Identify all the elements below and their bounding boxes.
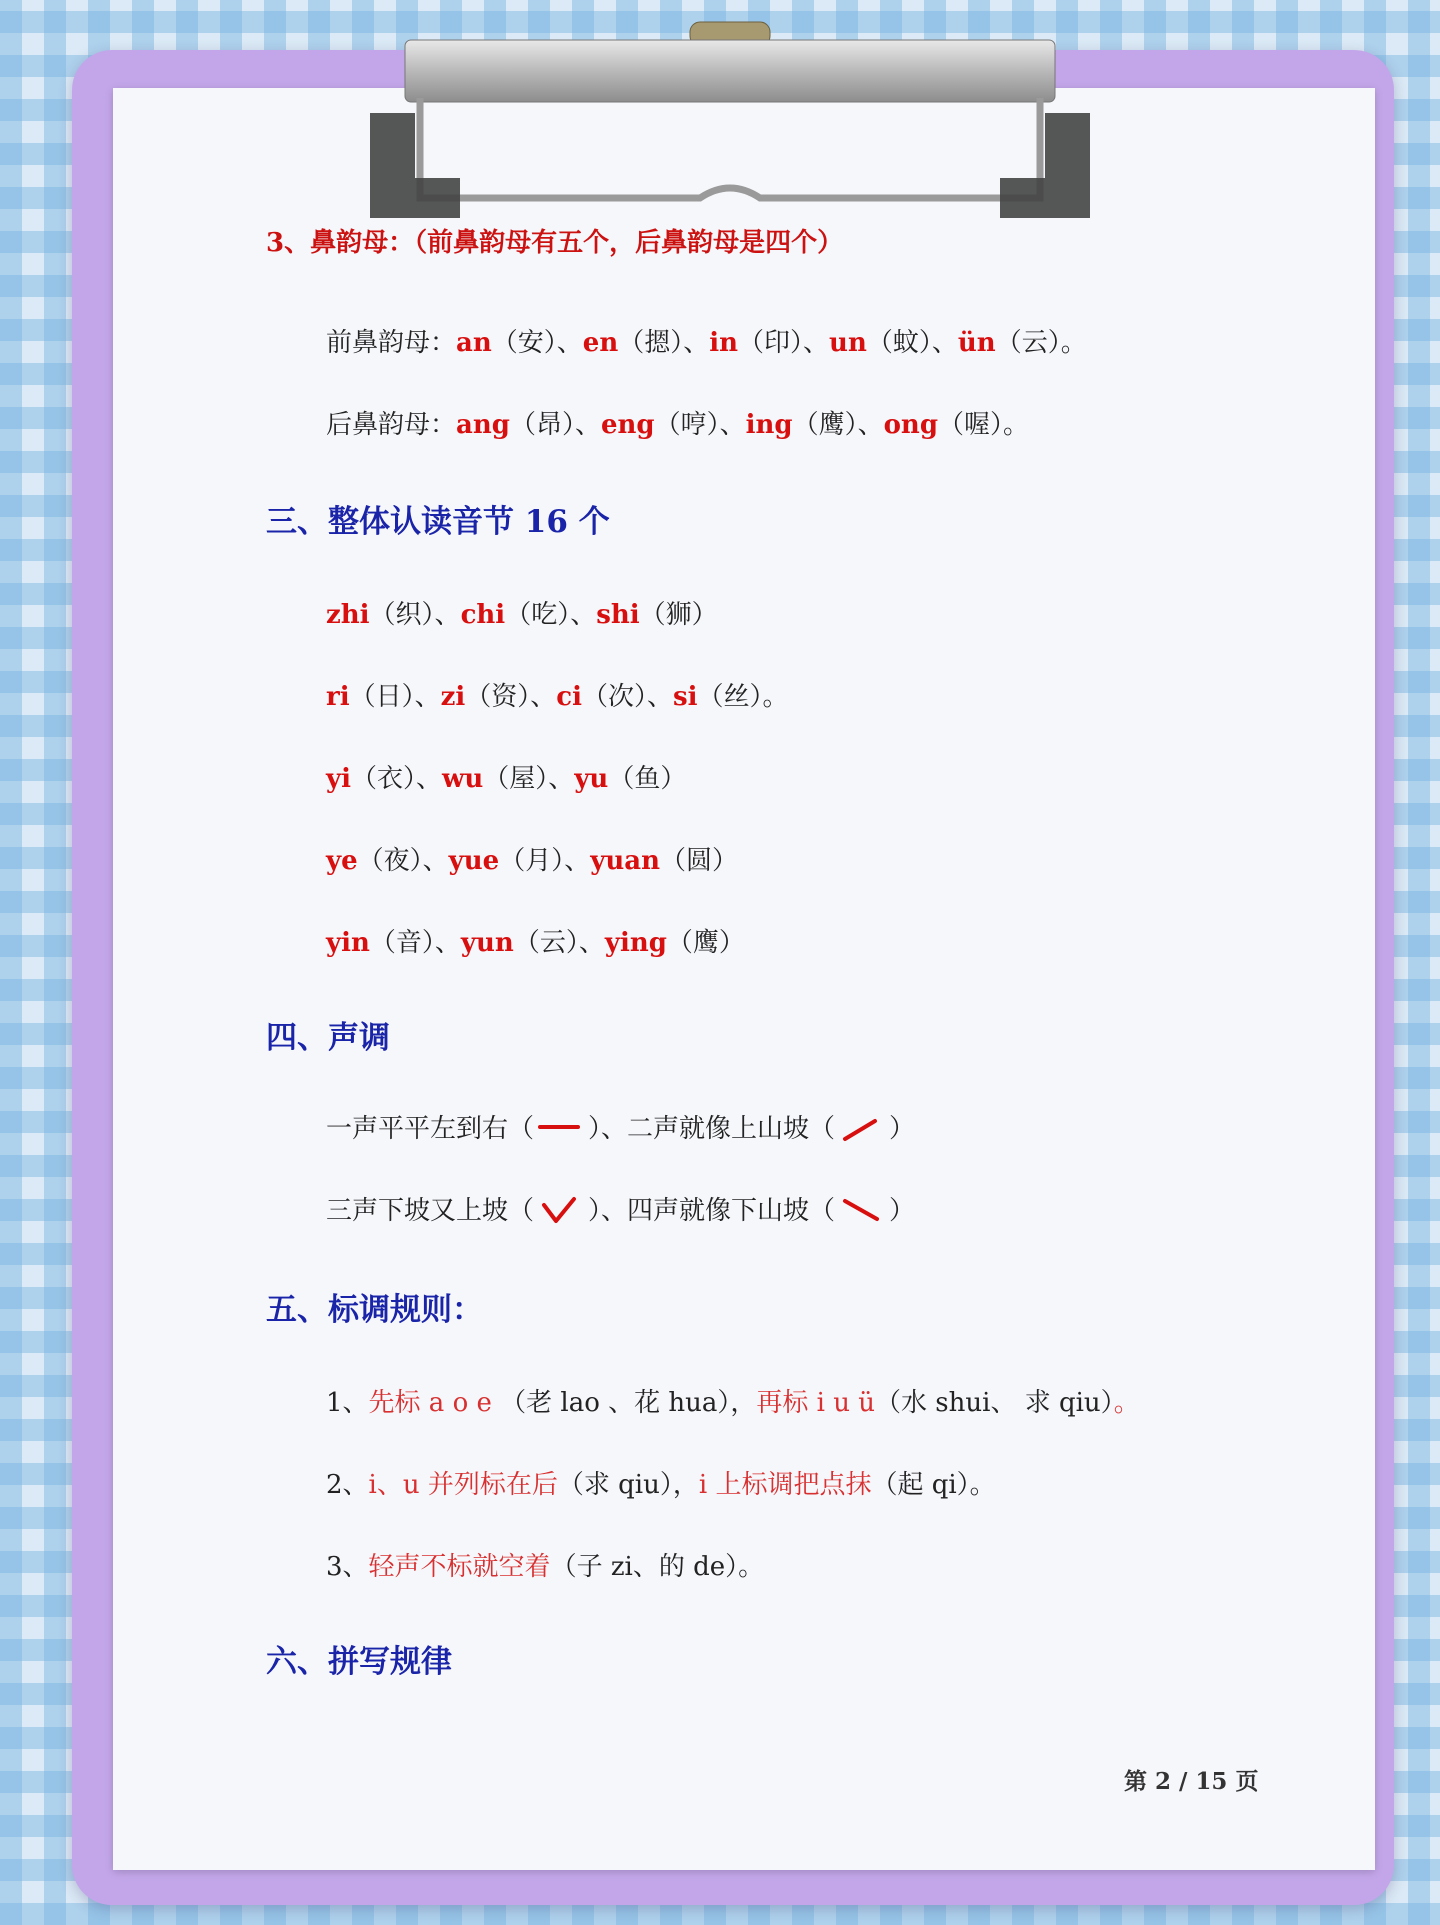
rule-number: 2、 [326,1470,369,1500]
pinyin: yun [460,928,514,958]
tone3-dip-mark-icon [534,1195,588,1229]
pinyin: zi [440,682,466,712]
character: （鹰） [666,928,745,958]
rule-example: （起 qi）。 [871,1470,996,1500]
heading-whole-syllables: 三、整体认读音节 16 个 [266,504,610,540]
pinyin: ri [326,682,350,712]
rule-3 [326,1546,764,1583]
pinyin: ying [604,928,667,958]
pinyin: ci [556,682,582,712]
tones-line-1 [326,1108,915,1145]
back-nasal-label: 后鼻韵母： [326,410,457,440]
character: （圆） [660,846,739,876]
rule-2 [326,1464,996,1501]
page-number: 第 2 / 15 页 [1124,1768,1259,1795]
rule-text-red: i、u 并列标在后 [368,1470,558,1500]
character: （织）、 [369,600,461,630]
pinyin: zhi [326,600,370,630]
rule-example: （老 lao 、花 hua）， [500,1388,757,1418]
character: （安）、 [491,328,583,358]
character: （衣）、 [350,764,442,794]
pinyin: ün [957,328,996,358]
pinyin: ong [883,410,939,440]
pinyin: an [456,328,492,358]
pinyin: in [709,328,739,358]
pinyin: shi [596,600,640,630]
pinyin: yi [326,764,351,794]
pinyin: en [582,328,619,358]
rule-number: 1、 [326,1388,369,1418]
pinyin: yu [574,764,609,794]
heading-tone-rules: 五、标调规则： [266,1292,483,1328]
rule-text-red: 先标 a o e [368,1388,501,1418]
character: （摁）、 [618,328,710,358]
heading-tones: 四、声调 [266,1020,390,1056]
rule-end-mark: 。 [1113,1388,1140,1418]
syllable-row [326,594,718,631]
section-title-nasal-finals: 3、鼻韵母：（前鼻韵母有五个，后鼻韵母是四个） [266,228,844,258]
syllable-row [326,922,745,959]
tones-line-2 [326,1190,915,1229]
rule-text-red: i 上标调把点抹 [698,1470,872,1500]
character: （资）、 [465,682,557,712]
character: （日）、 [349,682,441,712]
pinyin: ang [456,410,510,440]
tone1-text: 一声平平左到右（ [326,1114,535,1144]
character: （丝）。 [697,682,789,712]
syllable-row [326,840,738,877]
pinyin: si [673,682,698,712]
syllable-row [326,758,686,795]
character: （狮） [639,600,718,630]
pinyin: chi [460,600,506,630]
tone2-rising-mark-icon [835,1115,889,1145]
heading-spelling-rules: 六、拼写规律 [266,1644,452,1680]
tone-line-end: ） [889,1196,916,1226]
front-nasal-finals-line [326,322,1087,359]
pinyin: wu [442,764,484,794]
character: （吃）、 [505,600,597,630]
pinyin: yin [326,928,370,958]
character: （云）、 [513,928,605,958]
tone4-falling-mark-icon [835,1197,889,1227]
character: （云）。 [995,328,1087,358]
character: （鱼） [608,764,687,794]
rule-text-red: 再标 i u ü [756,1388,876,1418]
rule-example: （水 shui、 求 qiu） [875,1388,1114,1418]
rule-example: （子 zi、的 de）。 [550,1552,765,1582]
character: （音）、 [369,928,461,958]
rule-example: （求 qiu）， [557,1470,699,1500]
character: （昂）、 [509,410,601,440]
character: （印）、 [738,328,830,358]
syllable-row [326,676,789,713]
tone3-text: 三声下坡又上坡（ [326,1196,535,1226]
tone4-text: ）、四声就像下山坡（ [588,1196,836,1226]
rule-number: 3、 [326,1552,369,1582]
character: （蚊）、 [866,328,958,358]
pinyin: ye [326,846,358,876]
pinyin: eng [600,410,655,440]
pinyin: ing [745,410,793,440]
character: （夜）、 [357,846,449,876]
character: （哼）、 [654,410,746,440]
tone1-flat-mark-icon [534,1115,588,1145]
rule-1 [326,1382,1140,1419]
front-nasal-label: 前鼻韵母： [326,328,457,358]
character: （屋）、 [483,764,575,794]
tone2-text: ）、二声就像上山坡（ [588,1114,836,1144]
character: （鹰）、 [792,410,884,440]
back-nasal-finals-line [326,404,1029,441]
character: （月）、 [499,846,591,876]
character: （次）、 [581,682,673,712]
rule-text-red: 轻声不标就空着 [368,1552,551,1582]
metal-clip-icon [360,18,1100,218]
pinyin: un [829,328,867,358]
tone-line-end: ） [889,1114,916,1144]
character: （喔）。 [938,410,1030,440]
pinyin: yuan [590,846,661,876]
pinyin: yue [448,846,500,876]
